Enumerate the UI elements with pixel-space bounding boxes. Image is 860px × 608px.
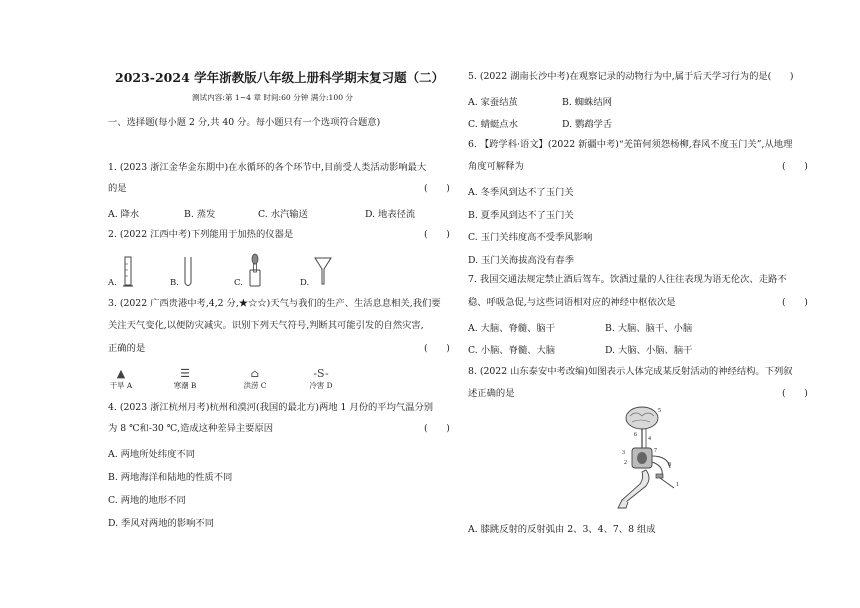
q7-option-c: C. 小脑、脊髓、大脑: [468, 345, 556, 356]
graduated-cylinder-icon: [122, 256, 134, 290]
q2-option-d-label: D.: [300, 278, 310, 288]
q7-stem-line2: 稳、呼吸急促,与这些词语相对应的神经中枢依次是: [468, 297, 676, 308]
q3-option-d-label: 冷害 D: [309, 381, 333, 390]
q3-option-d: [298, 368, 344, 390]
q7-option-d: D. 大脑、小脑、脑干: [605, 345, 693, 356]
q5-option-a: A. 家蚕结茧: [468, 97, 518, 108]
q4-option-d: D. 季风对两地的影响不同: [108, 518, 215, 529]
fig-label-6: 6: [634, 432, 637, 438]
q3-stem-line3: 正确的是: [108, 343, 146, 354]
q3-answer-paren: ( ): [424, 343, 450, 354]
q1-option-d: D. 地表径流: [365, 209, 416, 220]
q3-option-b: [162, 368, 208, 390]
q8-answer-paren: ( ): [782, 388, 808, 399]
q5-option-d: D. 鹦鹉学舌: [562, 119, 613, 130]
page-title: 2023-2024 学年浙教版八年级上册科学期末复习题（二）: [115, 70, 445, 85]
q1-option-b: B. 蒸发: [184, 209, 216, 220]
frost-symbol-icon: -S-: [313, 367, 329, 380]
q6-answer-paren: ( ): [782, 161, 808, 172]
q3-option-a-label: 干旱 A: [109, 381, 133, 390]
test-tube-icon: [182, 256, 194, 290]
q1-answer-paren: ( ): [424, 183, 450, 194]
q4-option-b: B. 两地海洋和陆地的性质不同: [108, 472, 233, 483]
dropper-icon: [247, 252, 263, 290]
q4-option-c: C. 两地的地形不同: [108, 495, 186, 506]
q3-stem-line1: 3. (2022 广西贵港中考,4,2 分,★☆☆)天气与我们的生产、生活息息相关,我们要: [108, 298, 441, 309]
q1-option-a: A. 降水: [108, 209, 140, 220]
fig-label-8: 8: [668, 462, 671, 468]
q6-stem-line1: 6. 【跨学科·语文】(2022 新疆中考)“羌笛何须怨杨柳,春风不度玉门关”,从地理: [468, 139, 793, 150]
test-meta: 测试内容:第 1~4 章 时间:60 分钟 满分:100 分: [191, 93, 354, 102]
q6-option-d: D. 玉门关海拔高没有春季: [468, 255, 575, 266]
q7-option-a: A. 大脑、脊髓、脑干: [468, 323, 555, 334]
q3-option-a: [98, 368, 144, 390]
fig-label-7: 7: [654, 448, 657, 454]
brain-icon: [626, 407, 658, 429]
q1-stem-line2: 的是: [108, 183, 127, 194]
q3-option-c-label: 洪涝 C: [243, 381, 267, 390]
fig-label-4: 4: [648, 436, 651, 442]
fig-label-5: 5: [658, 408, 661, 414]
q6-option-a: A. 冬季风到达不了玉门关: [468, 187, 574, 198]
q4-stem-line2: 为 8 ℃和-30 ℃,造成这种差异主要原因: [108, 423, 274, 434]
fig-label-3: 3: [622, 450, 625, 456]
q2-option-c-label: C.: [234, 278, 243, 288]
q2-answer-paren: ( ): [424, 229, 450, 240]
q2-stem: 2. (2022 江西中考)下列能用于加热的仪器是: [108, 229, 294, 240]
q6-option-b: B. 夏季风到达不了玉门关: [468, 210, 574, 221]
q3-stem-line2: 关注天气变化,以便防灾减灾。识别下列天气符号,判断其可能引发的自然灾害,: [108, 320, 424, 331]
q6-option-c: C. 玉门关纬度高不受季风影响: [468, 232, 593, 243]
q6-stem-line2: 角度可解释为: [468, 161, 524, 172]
fig-label-1: 1: [676, 482, 679, 488]
q2-option-a-label: A.: [108, 278, 117, 288]
q1-option-c: C. 水汽输送: [258, 209, 308, 220]
flood-symbol-icon: ⌂: [250, 367, 260, 380]
q3-option-c: [232, 368, 278, 390]
section-heading: 一、选择题(每小题 2 分,共 40 分。每小题只有一个选项符合题意): [108, 117, 381, 128]
q2-option-b-label: B.: [170, 278, 179, 288]
q8-option-a: A. 膝跳反射的反射弧由 2、3、4、7、8 组成: [468, 524, 656, 535]
q5-option-b: B. 蜘蛛结网: [562, 97, 612, 108]
cold-wave-symbol-icon: ☰: [180, 367, 190, 380]
reflex-arc-figure: [612, 404, 692, 512]
q1-stem-line1: 1. (2023 浙江金华金东期中)在水循环的各个环节中,目前受人类活动影响最大: [108, 162, 427, 173]
q4-option-a: A. 两地所处纬度不同: [108, 449, 195, 460]
q5-option-c: C. 蜻蜓点水: [468, 119, 518, 130]
funnel-icon: [314, 256, 332, 286]
q7-stem-line1: 7. 我国交通法规定禁止酒后驾车。饮酒过量的人往往表现为语无伦次、走路不: [468, 274, 787, 285]
q8-stem-line2: 述正确的是: [468, 388, 515, 399]
q7-answer-paren: ( ): [782, 297, 808, 308]
q7-option-b: B. 大脑、脑干、小脑: [605, 323, 693, 334]
q4-answer-paren: ( ): [424, 423, 450, 434]
q8-stem-line1: 8. (2022 山东泰安中考改编)如图表示人体完成某反射活动的神经结构。下列叙: [468, 366, 793, 377]
q4-stem-line1: 4. (2023 浙江杭州月考)杭州和漠河(我国的最北方)两地 1 月份的平均气温分别: [108, 402, 434, 413]
q3-option-b-label: 寒潮 B: [173, 381, 197, 390]
drought-symbol-icon: ▲: [116, 367, 126, 380]
fig-label-2: 2: [624, 460, 627, 466]
q5-stem: 5. (2022 湖南长沙中考)在观察记录的动物行为中,属于后天学习行为的是( ): [468, 71, 794, 82]
